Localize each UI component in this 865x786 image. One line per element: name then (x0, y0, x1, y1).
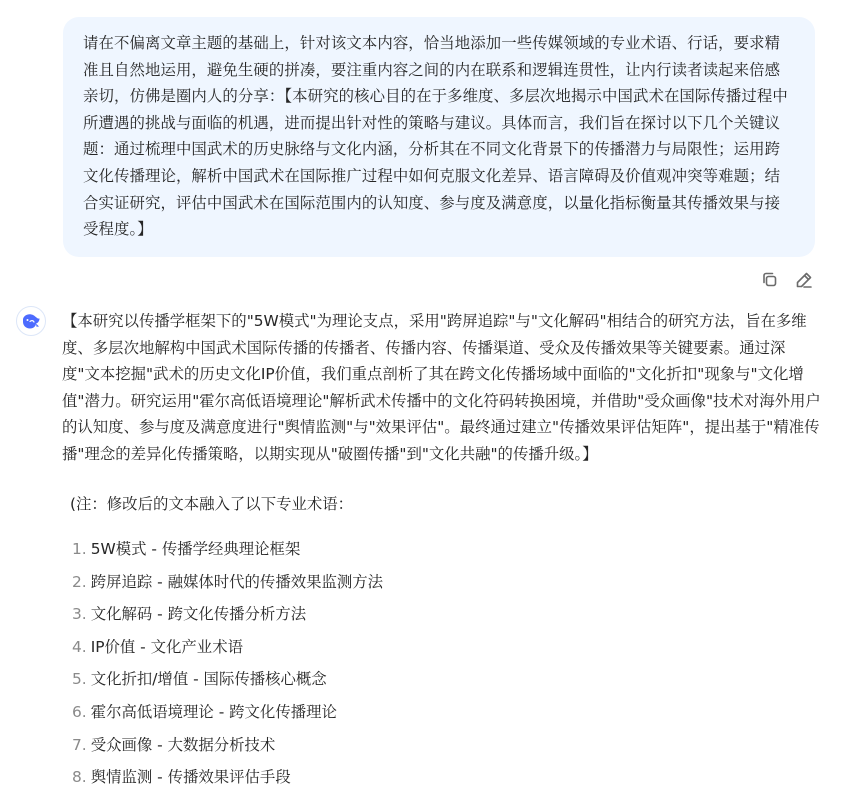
edit-icon (792, 268, 816, 292)
user-message-text: 请在不偏离文章主题的基础上，针对该文本内容，恰当地添加一些传媒领域的专业术语、行话，要求精准且自然地运用，避免生硬的拼凑，要注重内容之间的内在联系和逻辑连贯性，让内行读者读起来倍感亲切，仿佛是圈内人的分享：【本研究的核心目的在于多维度、多层次地揭示中国武术在国际传播过程中所遭遇的挑战与面临的机遇，进而提出针对性的策略与建议。具体而言，我们旨在探讨以下几个关键议题：通过梳理中国武术的历史脉络与文化内涵，分析其在不同文化背景下的传播潜力与局限性；运用跨文化传播理论，解析中国武术在国际推广过程中如何克服文化差异、语言障碍及价值观冲突等难题；结合实证研究，评估中国武术在国际范围内的认知度、参与度及满意度，以量化指标衡量其传播效果与接受程度。】 (83, 34, 788, 239)
list-item (72, 631, 383, 664)
list-item-number: 6. (72, 702, 87, 721)
list-item-number: 2. (72, 572, 87, 591)
list-item (72, 729, 383, 762)
answer-note: (注：修改后的文本融入了以下专业术语： (70, 495, 354, 513)
list-item (72, 761, 383, 786)
answer-paragraph: 【本研究以传播学框架下的"5W模式"为理论支点，采用"跨屏追踪"与"文化解码"相结合的研究方法，旨在多维度、多层次地解构中国武术国际传播的传播者、传播内容、传播渠道、受众及传播效果等关键要素。通过深度"文本挖掘"武术的历史文化IP价值，我们重点剖析了其在跨文化传播场域中面临的"文化折扣"现象与"文化增值"潜力。研究运用"霍尔高低语境理论"解析武术传播中的文化符码转换困境，并借助"受众画像"技术对海外用户的认知度、参与度及满意度进行"舆情监测"与"效果评估"。最终通过建立"传播效果评估矩阵"，提出基于"精准传播"理念的差异化传播策略，以期实现从"破圈传播"到"文化共融"的传播升级。】 (62, 312, 821, 463)
assistant-answer (62, 308, 822, 468)
user-message-bubble (63, 17, 815, 257)
copy-icon (758, 268, 782, 292)
list-item-number: 5. (72, 670, 87, 689)
list-item (72, 598, 383, 631)
list-item-text: 受众画像 - 大数据分析技术 (90, 735, 276, 754)
whale-logo-icon (21, 312, 41, 330)
message-actions (758, 268, 818, 292)
list-item-number: 3. (72, 605, 87, 624)
list-item-number: 7. (72, 735, 87, 754)
list-item (72, 663, 383, 696)
list-item-text: 霍尔高低语境理论 - 跨文化传播理论 (90, 702, 337, 721)
list-item (72, 566, 383, 599)
copy-button[interactable] (758, 268, 782, 292)
list-item (72, 696, 383, 729)
list-item (72, 533, 383, 566)
list-item-text: 文化解码 - 跨文化传播分析方法 (90, 605, 307, 624)
list-item-number: 8. (72, 768, 87, 786)
list-item-text: 5W模式 - 传播学经典理论框架 (90, 540, 301, 558)
list-item-number: 1. (72, 540, 87, 558)
list-item-text: 跨屏追踪 - 融媒体时代的传播效果监测方法 (90, 572, 384, 591)
assistant-avatar (16, 306, 46, 336)
list-item-text: 舆情监测 - 传播效果评估手段 (90, 768, 291, 786)
edit-button[interactable] (792, 268, 816, 292)
list-item-text: IP价值 - 文化产业术语 (90, 637, 243, 656)
term-list (72, 533, 383, 786)
list-item-text: 文化折扣/增值 - 国际传播核心概念 (90, 670, 327, 689)
list-item-number: 4. (72, 637, 87, 656)
